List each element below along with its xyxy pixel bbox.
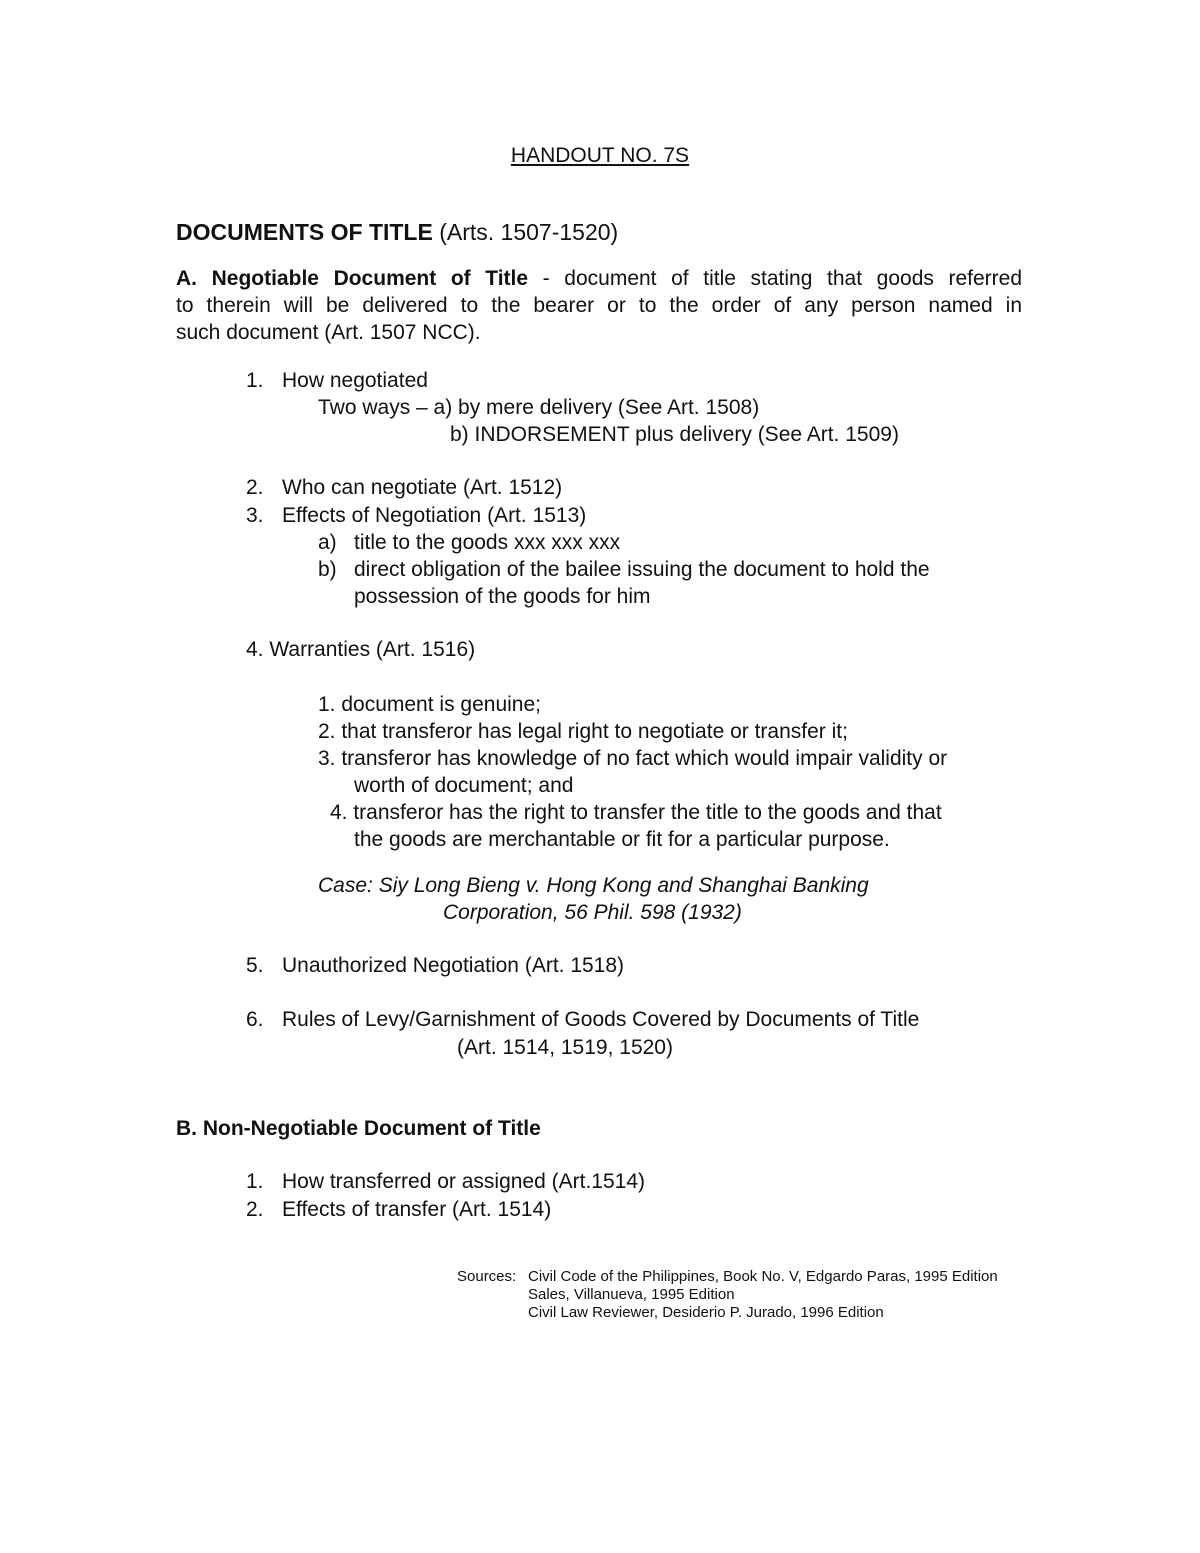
sub-item-a3-b-cont: possession of the goods for him bbox=[354, 585, 651, 608]
handout-title: HANDOUT NO. 7S bbox=[510, 144, 690, 167]
list-number: 2. bbox=[246, 1198, 264, 1221]
sub-item-a1-b: b) INDORSEMENT plus delivery (See Art. 1509) bbox=[450, 423, 899, 446]
list-text: How negotiated bbox=[282, 369, 428, 392]
section-a-paragraph bbox=[176, 265, 1022, 346]
warranty-2: 2. that transferor has legal right to negotiate or transfer it; bbox=[318, 720, 848, 743]
section-a-label: A. Negotiable Document of Title bbox=[176, 267, 529, 290]
warranty-1: 1. document is genuine; bbox=[318, 693, 541, 716]
sub-text: direct obligation of the bailee issuing the document to hold the bbox=[354, 558, 930, 581]
list-number: 6. bbox=[246, 1008, 264, 1031]
list-number: 3. bbox=[246, 504, 264, 527]
warranty-3: 3. transferor has knowledge of no fact which would impair validity or bbox=[318, 747, 948, 770]
sub-item-a1-a: Two ways – a) by mere delivery (See Art. 1508) bbox=[318, 396, 760, 419]
list-item-a6 bbox=[246, 1006, 919, 1033]
sub-letter: a) bbox=[318, 531, 337, 554]
section-heading-articles: (Arts. 1507-1520) bbox=[432, 219, 619, 245]
list-item-a5 bbox=[246, 952, 624, 979]
list-number: 1. bbox=[246, 1170, 264, 1193]
section-a-definition-1: - document of title stating that goods referred bbox=[528, 267, 1023, 290]
list-item-a2 bbox=[246, 474, 562, 501]
list-text: How transferred or assigned (Art.1514) bbox=[282, 1170, 645, 1193]
sub-item-a3-a bbox=[318, 529, 620, 556]
list-text: Effects of Negotiation (Art. 1513) bbox=[282, 504, 587, 527]
section-a-definition-3: such document (Art. 1507 NCC). bbox=[176, 321, 481, 344]
section-heading bbox=[176, 219, 618, 246]
case-citation-1: Case: Siy Long Bieng v. Hong Kong and Shanghai Banking bbox=[318, 874, 869, 897]
section-b-heading: B. Non-Negotiable Document of Title bbox=[176, 1117, 541, 1140]
list-text: Unauthorized Negotiation (Art. 1518) bbox=[282, 954, 625, 977]
case-citation-2: Corporation, 56 Phil. 598 (1932) bbox=[443, 901, 742, 924]
source-2: Sales, Villanueva, 1995 Edition bbox=[528, 1286, 735, 1303]
warranty-4: 4. transferor has the right to transfer the title to the goods and that bbox=[330, 801, 942, 824]
list-item-b2 bbox=[246, 1196, 551, 1223]
list-text: Who can negotiate (Art. 1512) bbox=[282, 476, 563, 499]
sub-text: title to the goods xxx xxx xxx bbox=[354, 531, 621, 554]
source-3: Civil Law Reviewer, Desiderio P. Jurado, 1996 Edition bbox=[528, 1304, 884, 1321]
list-item-a1 bbox=[246, 367, 428, 394]
sub-item-a3-b bbox=[318, 556, 930, 583]
list-text: Effects of transfer (Art. 1514) bbox=[282, 1198, 552, 1221]
warranty-3-cont: worth of document; and bbox=[354, 774, 574, 797]
list-item-a3 bbox=[246, 502, 586, 529]
list-item-a6-cont: (Art. 1514, 1519, 1520) bbox=[457, 1036, 673, 1059]
list-number: 2. bbox=[246, 476, 264, 499]
source-1: Civil Code of the Philippines, Book No. V, Edgardo Paras, 1995 Edition bbox=[528, 1268, 998, 1285]
list-number: 1. bbox=[246, 369, 264, 392]
section-a-definition-2: to therein will be delivered to the bearer or to the order of any person named in bbox=[176, 294, 1022, 317]
list-item-b1 bbox=[246, 1168, 645, 1195]
sources-label: Sources: bbox=[457, 1268, 517, 1285]
section-a-line-1 bbox=[176, 265, 1022, 292]
list-number: 5. bbox=[246, 954, 264, 977]
list-item-a4: 4. Warranties (Art. 1516) bbox=[246, 638, 476, 661]
sub-letter: b) bbox=[318, 558, 337, 581]
section-heading-bold: DOCUMENTS OF TITLE bbox=[176, 219, 433, 245]
warranty-4-cont: the goods are merchantable or fit for a particular purpose. bbox=[354, 828, 890, 851]
list-text: Rules of Levy/Garnishment of Goods Covered by Documents of Title bbox=[282, 1008, 920, 1031]
